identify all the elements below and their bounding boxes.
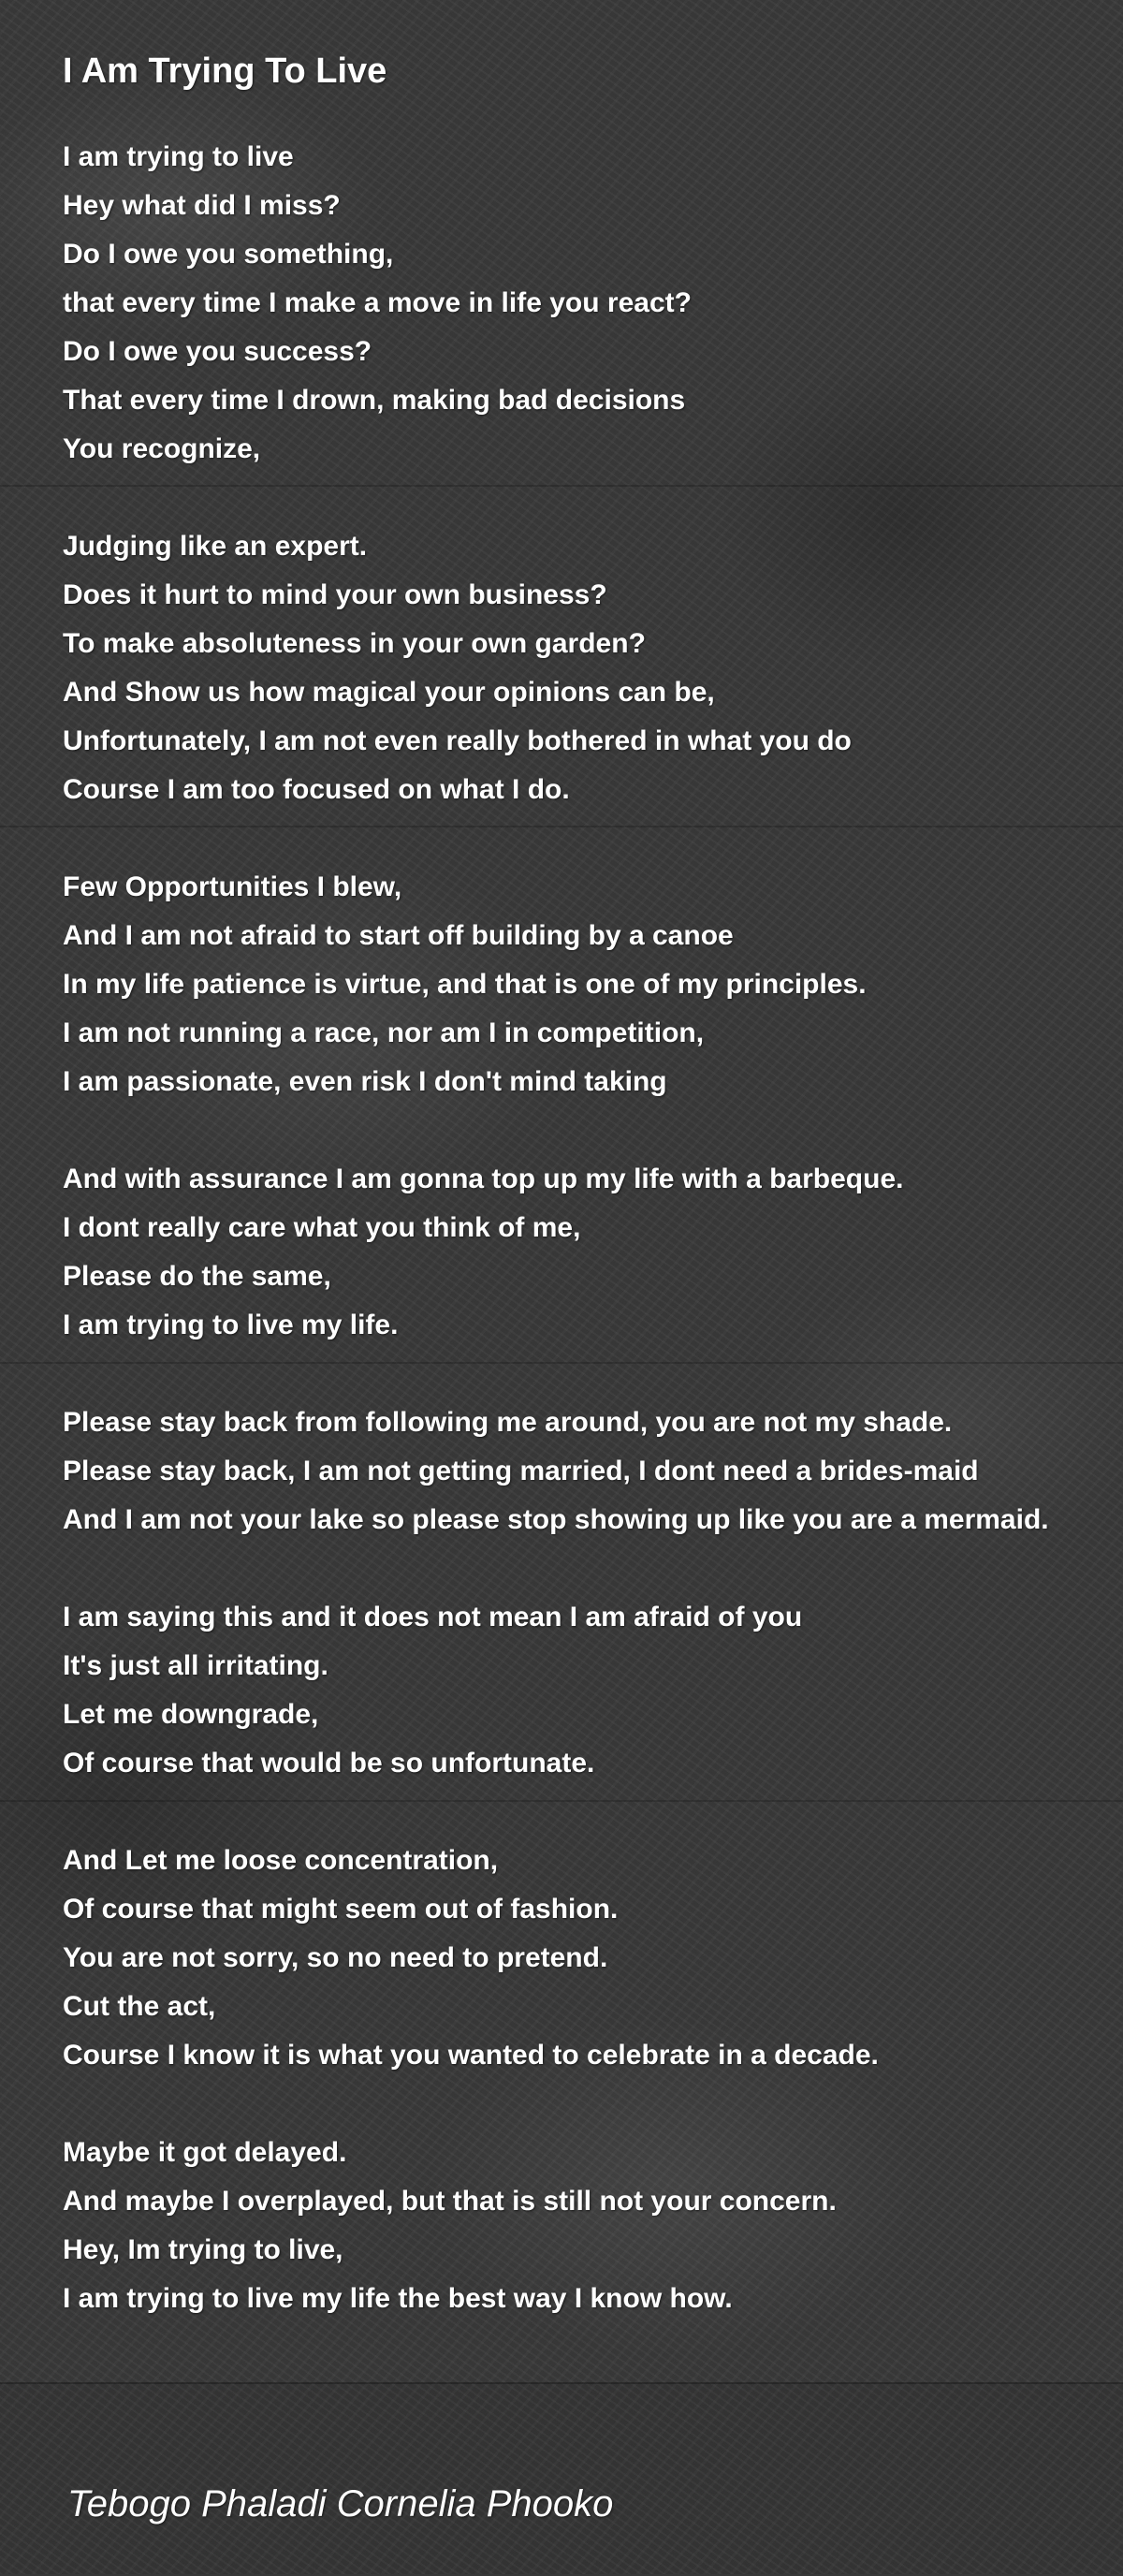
poem-stanza <box>63 133 1123 474</box>
poem-line: Hey, Im trying to live, <box>63 2234 343 2265</box>
poem-line: Do I owe you success? <box>63 336 372 367</box>
poem-line: To make absoluteness in your own garden? <box>63 628 646 659</box>
footer-panel <box>0 2382 1123 2576</box>
poem-line: Few Opportunities I blew, <box>63 871 402 902</box>
poem-line: Course I know it is what you wanted to celebrate in a decade. <box>63 2040 879 2071</box>
poem-author: Tebogo Phaladi Cornelia Phooko <box>67 2483 614 2525</box>
poem-stanza <box>63 2129 1123 2323</box>
poem-title: I Am Trying To Live <box>63 51 387 91</box>
poem-line: It's just all irritating. <box>63 1650 328 1681</box>
poem-line: You recognize, <box>63 433 261 464</box>
poem-line: And Let me loose concentration, <box>63 1845 499 1876</box>
poem-line: Do I owe you something, <box>63 239 394 270</box>
poem-line: Judging like an expert. <box>63 531 368 562</box>
poem-line: Please do the same, <box>63 1261 331 1292</box>
poem-line: Maybe it got delayed. <box>63 2137 347 2168</box>
poem-line: And with assurance I am gonna top up my life with a barbeque. <box>63 1164 904 1194</box>
poem-line: Of course that would be so unfortunate. <box>63 1748 595 1778</box>
poem-stanza <box>63 1155 1123 1350</box>
poem-line: that every time I make a move in life you react? <box>63 287 692 318</box>
poem-line: You are not sorry, so no need to pretend. <box>63 1942 608 1973</box>
poem-line: I am trying to live <box>63 141 294 172</box>
poem-line: And I am not your lake so please stop showing up like you are a mermaid. <box>63 1504 1049 1535</box>
poem-line: Please stay back from following me around, you are not my shade. <box>63 1407 953 1438</box>
poem-line: Cut the act, <box>63 1991 216 2022</box>
poem-body <box>63 47 1123 2372</box>
poem-line: Unfortunately, I am not even really bothered in what you do <box>63 725 852 756</box>
poem-stanza <box>63 522 1123 814</box>
poem-line: Please stay back, I am not getting married, I dont need a brides-maid <box>63 1456 979 1486</box>
poem-stanzas <box>63 133 1123 2323</box>
poem-line: I am trying to live my life. <box>63 1310 399 1340</box>
poem-line: I am trying to live my life the best way I know how. <box>63 2283 733 2314</box>
poem-line: And maybe I overplayed, but that is still not your concern. <box>63 2186 837 2217</box>
poem-stanza <box>63 1398 1123 1544</box>
poem-line: And Show us how magical your opinions can be, <box>63 677 715 708</box>
poem-line: In my life patience is virtue, and that is one of my principles. <box>63 969 867 1000</box>
poem-line: I am not running a race, nor am I in competition, <box>63 1017 705 1048</box>
poem-line: I dont really care what you think of me, <box>63 1212 581 1243</box>
poem-line: Let me downgrade, <box>63 1699 319 1730</box>
poem-stanza <box>63 1837 1123 2080</box>
poem-stanza <box>63 1593 1123 1788</box>
poem-line: Does it hurt to mind your own business? <box>63 579 607 610</box>
poem-line: Of course that might seem out of fashion. <box>63 1894 619 1925</box>
poem-line: Course I am too focused on what I do. <box>63 774 570 805</box>
poem-line: I am passionate, even risk I don't mind taking <box>63 1066 667 1097</box>
poem-line: Hey what did I miss? <box>63 190 341 221</box>
poem-line: And I am not afraid to start off building by a canoe <box>63 920 734 951</box>
poem-line: That every time I drown, making bad decisions <box>63 385 686 416</box>
poem-stanza <box>63 863 1123 1106</box>
poem-line: I am saying this and it does not mean I am afraid of you <box>63 1602 803 1632</box>
